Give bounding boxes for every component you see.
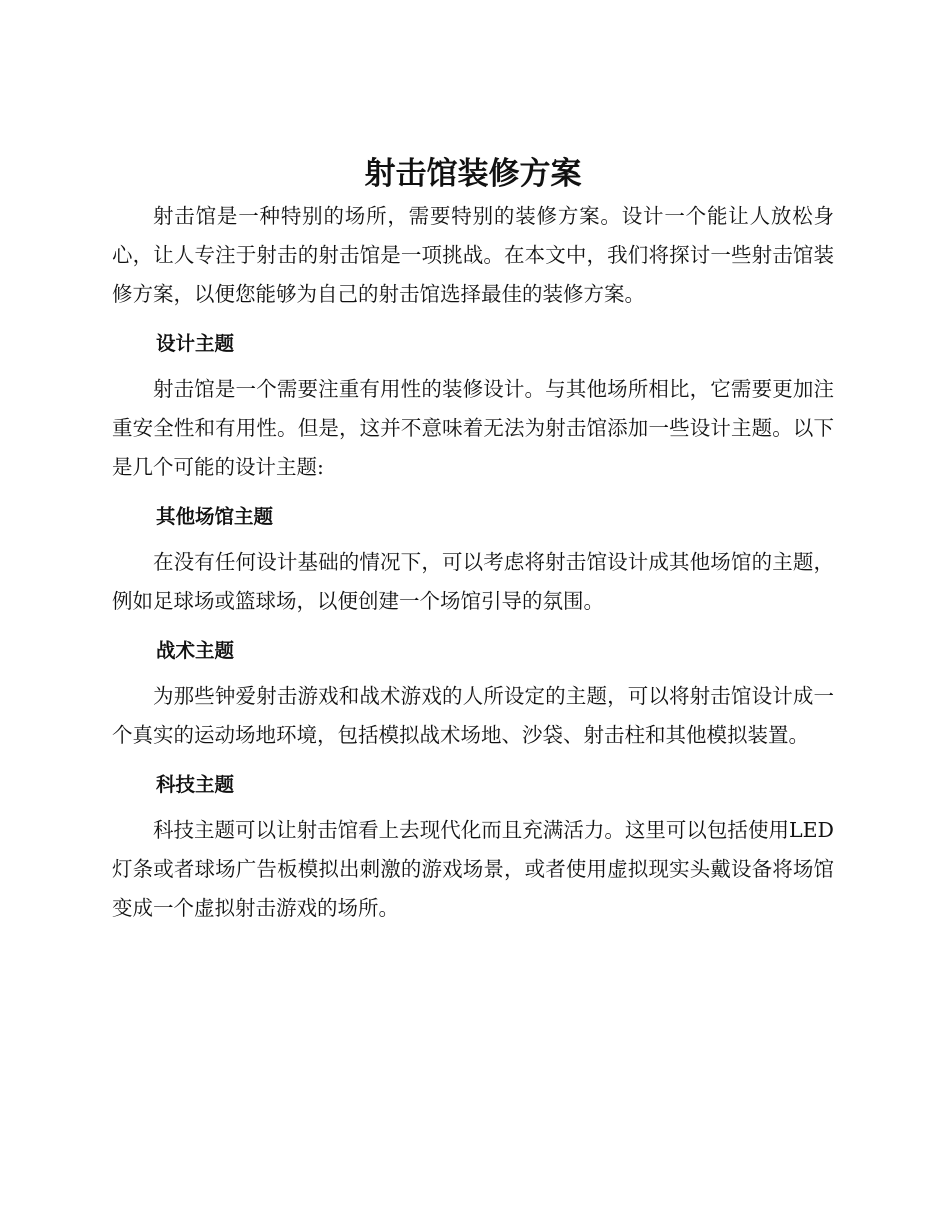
section-body-other-venue-theme: 在没有任何设计基础的情况下，可以考虑将射击馆设计成其他场馆的主题，例如足球场或篮球场，以便创建一个场馆引导的氛围。 (112, 550, 834, 613)
document-page (112, 152, 834, 928)
section-heading-tech-theme: 科技主题 (156, 773, 235, 796)
intro-paragraph: 射击馆是一种特别的场所，需要特别的装修方案。设计一个能让人放松身心，让人专注于射击的射击馆是一项挑战。在本文中，我们将探讨一些射击馆装修方案，以便您能够为自己的射击馆选择最佳的装修方案。 (112, 204, 834, 306)
document-title: 射击馆装修方案 (364, 156, 582, 192)
section-body-design-theme: 射击馆是一个需要注重有用性的装修设计。与其他场所相比，它需要更加注重安全性和有用性。但是，这并不意味着无法为射击馆添加一些设计主题。以下是几个可能的设计主题: (112, 377, 834, 479)
section-body-tactical-theme: 为那些钟爱射击游戏和战术游戏的人所设定的主题，可以将射击馆设计成一个真实的运动场地环境，包括模拟战术场地、沙袋、射击柱和其他模拟装置。 (112, 684, 834, 747)
section-heading-design-theme: 设计主题 (156, 332, 235, 355)
section-heading-other-venue-theme: 其他场馆主题 (156, 505, 274, 528)
section-heading-tactical-theme: 战术主题 (156, 639, 235, 662)
section-body-tech-theme: 科技主题可以让射击馆看上去现代化而且充满活力。这里可以包括使用LED 灯条或者球场广告板模拟出刺激的游戏场景，或者使用虚拟现实头戴设备将场馆变成一个虚拟射击游戏的场所。 (112, 818, 834, 920)
